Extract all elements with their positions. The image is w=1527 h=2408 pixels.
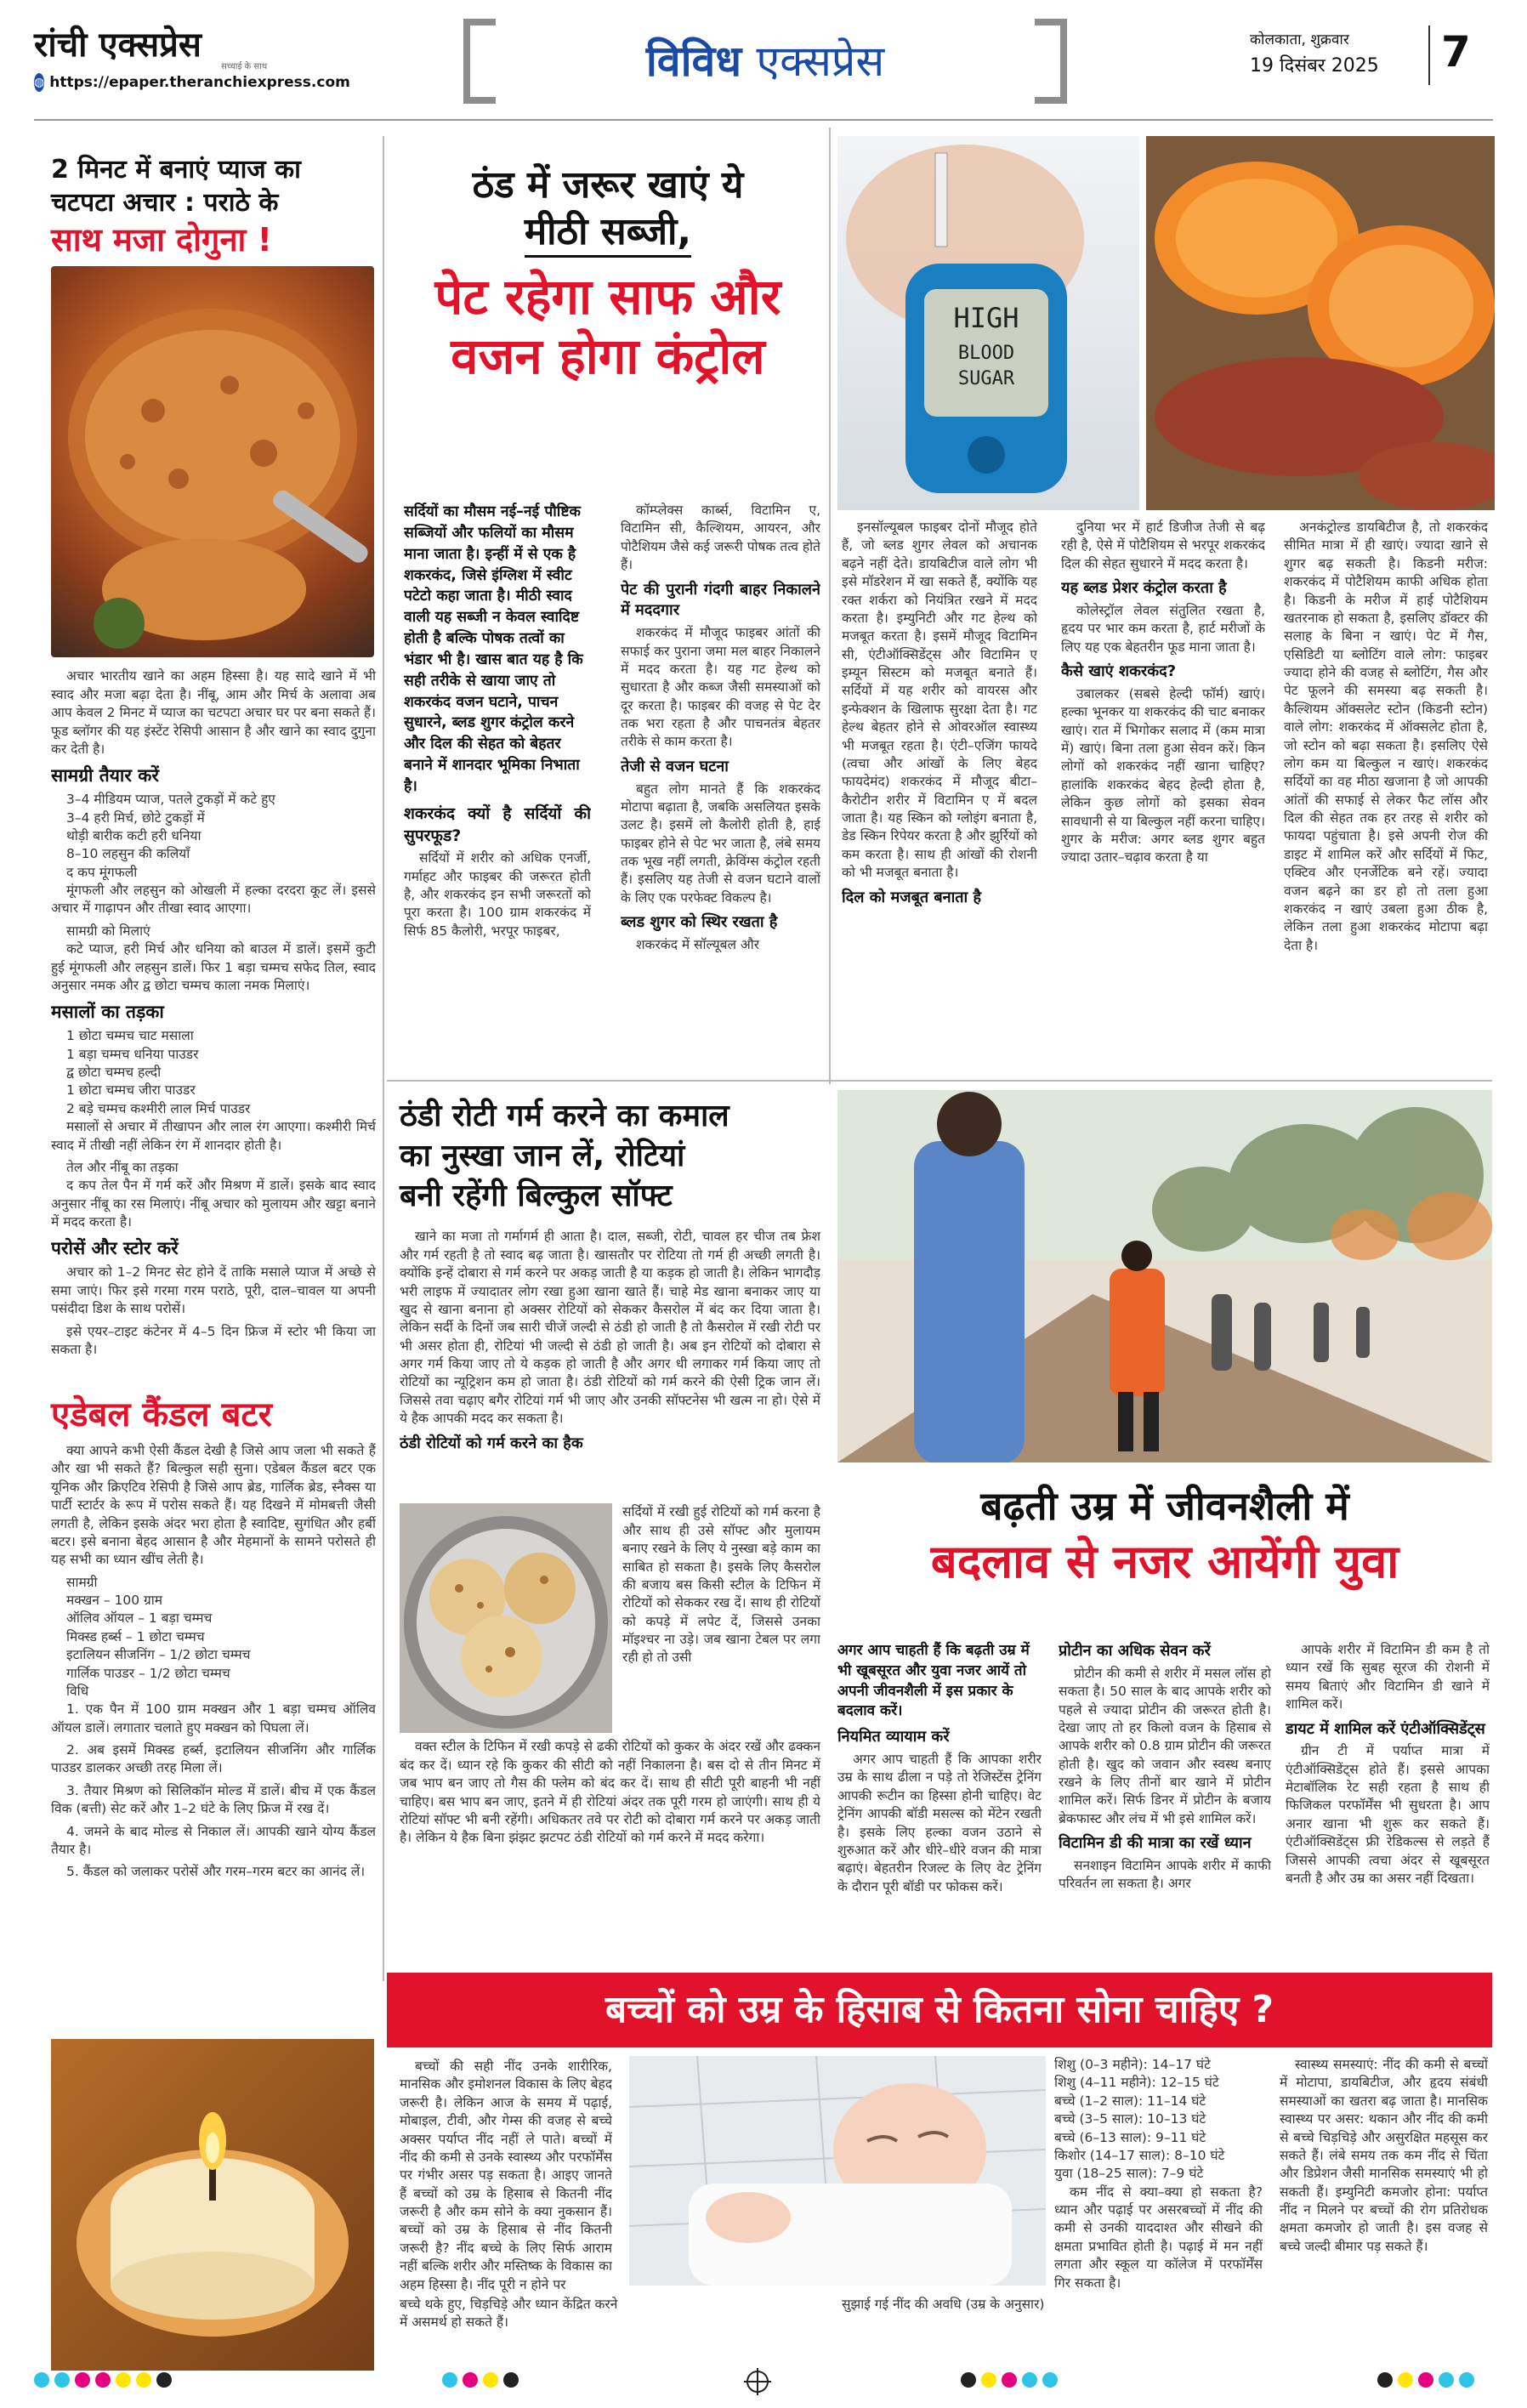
butter-ingredients-heading: सामग्री — [66, 1574, 98, 1590]
achar-tadka-6: तेल और नींबू का तड़का — [66, 1159, 179, 1175]
roti-title-3: बनी रहेंगी बिल्कुल सॉफ्ट — [400, 1178, 673, 1213]
sleep-loss: कम नींद से क्या–क्या हो सकता है? ध्यान और पढ़ाई पर असरबच्चों में नींद की कमी से उनकी याददाश्त और सीखने की क्षमता प्रभावित होती है। पढ़ाई में मन नहीं लगता और स्कूल या कॉलेज में परफॉर्मेंस गिर सकता है। — [1054, 2184, 1263, 2291]
achar-prep-0: 3–4 मीडियम प्याज, पतले टुकड़ों में कटे हुए — [66, 792, 275, 808]
sweet-col-3 — [842, 519, 1037, 1071]
achar-title-2: चटपटा अचार : पराठे के — [51, 188, 279, 218]
life-vitd: सनशाइन विटामिन आपके शरीर में काफी परिवर्तन ला सकता है। अगर — [1059, 1858, 1271, 1892]
sleep-caption-left: बच्चे थके हुए, चिड़चिड़े और ध्यान केंद्रित करने में असमर्थ हो सकते हैं। — [400, 2297, 618, 2331]
sweet-col-2 — [621, 502, 820, 1067]
roti-photo — [400, 1503, 612, 1733]
section-title-a: विविध — [645, 37, 742, 86]
sleep-age-3: बच्चे (3–5 साल): 10–13 घंटे — [1054, 2111, 1206, 2127]
sweet-col-4 — [1061, 519, 1265, 1071]
achar-tadka-5: मसालों से अचार में तीखापन और लाल रंग आएगा। कश्मीरी मिर्च स्वाद में तीखी नहीं लेकिन रंग में शानदार होती है। — [51, 1119, 376, 1153]
achar-tadka-2: द्व छोटा चम्मच हल्दी — [66, 1065, 162, 1081]
glucometer-blood: BLOOD — [957, 343, 1015, 364]
achar-tadka-0: 1 छोटा चम्मच चाट मसाला — [66, 1028, 194, 1044]
sleep-col4: स्वास्थ्य समस्याएं: नींद की कमी से बच्चों में मोटापा, डायबिटीज, और हृदय संबंधी समस्याओं का खतरा बढ़ जाता है। मानसिक स्वास्थ्य पर असर: थकान और नींद की कमी से बच्चे चिड़चिड़े और असुरक्षित महसूस कर सकते हैं। लंबे समय तक कम नींद से चिंता और डिप्रेशन जैसी मानसिक समस्याएं भी हो सकती हैं। इम्युनिटी कमजोर होना: पर्याप्त नींद न मिलने पर बच्चों की रोग प्रतिरोधक क्षमता कमजोर हो जाती है। इस वजह से बच्चे जल्दी बीमार पड़ सकते हैं। — [1280, 2057, 1488, 2254]
life-headline — [837, 1479, 1492, 1592]
butter-method-1: 2. अब इसमें मिक्स्ड हर्ब्स, इटालियन सीजनिंग और गार्लिक पाउडर डालकर अच्छी तरह मिला लें। — [51, 1742, 376, 1776]
roti-hack-heading: ठंडी रोटियों को गर्म करने का हैक — [400, 1434, 583, 1452]
color-dots-center-left — [442, 2372, 524, 2391]
sleep-col-4 — [1280, 2056, 1488, 2349]
color-dots-center-right — [961, 2372, 1063, 2391]
masthead — [34, 22, 350, 107]
roti-title-1: ठंडी रोटी गर्म करने का कमाल — [400, 1099, 729, 1133]
life-protein: प्रोटीन की कमी से शरीर में मसल लॉस हो सकता है। 50 साल के बाद आपके शरीर को पहले से ज्यादा प्रोटीन की जरूरत होती है। देखा जाए तो हर किलो वजन के हिसाब से आपके शरीर को 0.8 ग्राम प्रोटीन की जरूरत होती है। खुद को जवान और स्वस्थ बनाए रखने के लिए तीनों बार खाने में प्रोटीन शामिल करें। सिर्फ डिनर में प्रोटीन के बजाय ब्रेकफास्ट और लंच में भी इसे शामिल करें। — [1059, 1665, 1271, 1826]
life-col-3 — [1286, 1641, 1490, 1964]
sleep-title-bar — [387, 1973, 1492, 2047]
butter-ing-4: गार्लिक पाउडर – 1/2 छोटा चम्मच — [66, 1665, 230, 1681]
life-diet: ग्रीन टी में पर्याप्त मात्रा में एंटीऑक्सिडेंट्स होते हैं। इससे आपका मेटाबॉलिक रेट सही रहता है साथ ही फिजिकल परफॉर्मेंस भी सुधरता है। आप अनार खाना भी शुरू कर सकते हैं। एंटीऑक्सिडेंट्स फ्री रेडिकल्स से लड़ते हैं जिससे आपकी त्वचा अंदर से खूबसूरत बनती है और उम्र का असर नहीं दिखता। — [1286, 1743, 1490, 1886]
sweet-how: उबालकर (सबसे हेल्दी फॉर्म) खाएं। हल्का भूनकर या शकरकंद की चाट बनाकर खाएं। रात में भिगोकर सलाद में (कम मात्रा में) खाएं। बिना तला हुआ सेवन करें। किन लोगों को शकरकंद नहीं खाना चाहिए? हालांकि शकरकंद बेहद हेल्दी होता है, लेकिन कुछ लोगों को इसका सेवन सावधानी से या बिल्कुल नहीं करना चाहिए। शुगर के मरीज: अगर ब्लड शुगर बहुत ज्यादा उतार–चढ़ाव करता है या — [1061, 685, 1265, 866]
sweet-lead: सर्दियों का मौसम नई–नई पौष्टिक सब्जियों और फलियों का मौसम माना जाता है। इन्हीं में से एक है शकरकंद, जिसे इंग्लिश में स्वीट पटेटो कहा जाता है। मीठी स्वाद वाली यह सब्जी न केवल स्वादिष्ट होती है बल्कि पोषक तत्वों का भंडार भी है। खास बात यह है कि सही तरीके से खाया जाए तो शकरकंद वजन घटाने, पाचन सुधारने, ब्लड शुगर कंट्रोल करने और दिल की सेहत को बेहतर बनाने में शानदार भूमिका निभाता है। — [404, 503, 583, 795]
glucometer-photo — [837, 136, 1139, 510]
sleep-age-6: युवा (18–25 साल): 7–9 घंटे — [1054, 2166, 1204, 2182]
roti-article — [400, 1097, 820, 1968]
globe-icon: ◍ — [34, 73, 44, 92]
sweet-gut-heading: पेट की पुरानी गंदगी बाहर निकालने में मददगार — [621, 580, 820, 620]
sweet-heart-heading: दिल को मजबूत बनाता है — [842, 888, 982, 906]
achar-serve-2: इसे एयर–टाइट कंटेनर में 4–5 दिन फ्रिज में स्टोर भी किया जा सकता है। — [51, 1323, 376, 1357]
achar-prep-6: सामग्री को मिलाएं — [66, 923, 150, 939]
sweet-kicker-1: ठंड में जरूर खाएं ये — [472, 163, 744, 207]
life-title-1: बढ़ती उम्र में जीवनशैली में — [980, 1483, 1349, 1529]
butter-ing-0: मक्खन – 100 ग्राम — [66, 1593, 163, 1608]
butter-candle-photo — [51, 2039, 374, 2371]
section-title-frame — [463, 19, 1067, 104]
footer-registration-marks — [34, 2368, 1493, 2394]
butter-method-3: 4. जमने के बाद मोल्ड से निकाल लें। आपकी खाने योग्य कैंडल तैयार है। — [51, 1823, 376, 1857]
sleep-age-5: किशोर (14–17 साल): 8–10 घंटे — [1054, 2147, 1225, 2163]
butter-title: एडेबल कैंडल बटर — [51, 1395, 272, 1434]
achar-tadka-1: 1 बड़ा चम्मच धनिया पाउडर — [66, 1046, 199, 1062]
sweet-potato-photo — [1146, 136, 1495, 510]
achar-prep-7: कटे प्याज, हरी मिर्च और धनिया को बाउल में डालें। इसमें कुटी हुई मूंगफली और लहसुन डालें। फिर 1 बड़ा चम्मच सफेद तिल, स्वाद अनुसार नमक और द्व छोटा चम्मच काला नमक मिलाएं। — [51, 941, 376, 993]
sweet-title-1: पेट रहेगा साफ और — [434, 268, 781, 326]
life-title-2: बदलाव से नजर आयेंगी युवा — [930, 1535, 1399, 1589]
sweet-gut: शकरकंद में मौजूद फाइबर आंतों की सफाई कर पुराना जमा मल बाहर निकालने में मदद करता है। यह गट हेल्थ को सुधारता है और कब्ज जैसी समस्याओं को दूर करता है। फाइबर की वजह से पेट देर तक भरा रहता है और पाचनतंत्र बेहतर तरीके से काम करता है। — [621, 625, 820, 750]
life-vitd-heading: विटामिन डी की मात्रा का रखें ध्यान — [1059, 1834, 1252, 1853]
sweet-headline — [391, 162, 825, 386]
achar-tadka-heading: मसालों का तड़का — [51, 1002, 164, 1023]
baby-illustration — [629, 2056, 1046, 2286]
roti-tiffin-illustration — [400, 1503, 612, 1733]
roti-hack-b: वक्त स्टील के टिफिन में रखी कपड़े से ढकी रोटियों को कुकर के अंदर रखें और ढक्कन बंद कर दें। ध्यान रहे कि कुकर की सीटी को नहीं निकालना है। बस दो से तीन मिनट में जब भाप बन जाए तो गैस की फ्लेम को बंद कर दें। साथ ही सीटी पूरी बाहनी भी नहीं चाहिए। बस भाप बन जाए, इतने में ही रोटियां अंदर तक पूरी गरम हो जाएंगी। साथ ही ये रोटियां सॉफ्ट भी बनी रहेंगी। अधिकतर तवे पर रोटी को दोबारा गर्म करने पर अकड़ जाती है। लेकिन ये हैक बिना झंझट झटपट ठंडी रोटियों को गर्म करने में मदद करेगा। — [400, 1739, 820, 1846]
life-diet-heading: डायट में शामिल करें एंटीऑक्सिडेंट्स — [1286, 1719, 1485, 1738]
walking-illustration — [837, 1090, 1492, 1462]
butter-intro: क्या आपने कभी ऐसी कैंडल देखी है जिसे आप जला भी सकते हैं और खा भी सकते हैं? बिल्कुल सही सुना। एडेबल कैंडल बटर एक यूनिक और क्रिएटिव रेसिपी है जिसे आप ब्रेड, गार्लिक ब्रेड, स्नैक्स या पार्टी स्टार्टर के रूप में परोस सकते हैं। यह दिखने में मोमबत्ती जैसी लगती है, लेकिन इसके अंदर भरा होता है स्वादिष्ट, सुगंधित और हर्बी बटर। इसे बनाना बेहद आसान है और मेहमानों के सामने परोसते ही यह सभी का ध्यान खींच लेती है। — [51, 1443, 376, 1568]
sweet-how-heading: कैसे खाएं शकरकंद? — [1061, 662, 1177, 681]
sleep-col1: बच्चों की सही नींद उनके शारीरिक, मानसिक और इमोशनल विकास के लिए बेहद जरूरी है। लेकिन आज के समय में पढ़ाई, मोबाइल, टीवी, और गेम्स की वजह से बच्चे अक्सर पर्याप्त नींद नहीं ले पाते। बच्चों में नींद की कमी से उनके स्वास्थ्य और परफॉर्मेंस पर गंभीर असर पड़ सकता है। आइए जानते हैं बच्चों को उम्र के हिसाब से कितनी नींद जरूरी है और कम सोने के क्या नुकसान हैं। बच्चों को उम्र के हिसाब से नींद कितनी जरूरी है? नींद बच्चे के लिए सिर्फ आराम नहीं बल्कि शरीर और मस्तिष्क के विकास का अहम हिस्सा है। नींद पूरी न होने पर — [400, 2059, 612, 2292]
achar-title-3: साथ मजा दोगुना ! — [51, 221, 272, 258]
life-protein-heading: प्रोटीन का अधिक सेवन करें — [1059, 1642, 1211, 1660]
achar-serve: अचार को 1–2 मिनट सेट होने दें ताकि मसाले प्याज में अच्छे से समा जाएं। फिर इसे गरमा गरम पराठे, पूरी, दाल–चावल या अपनी पसंदीदा डिश के साथ परोसें। — [51, 1264, 376, 1317]
sweet-col3: इनसॉल्यूबल फाइबर दोनों मौजूद होते हैं, जो ब्लड शुगर लेवल को अचानक बढ़ने नहीं देते। डायबिटीज वाले लोग भी इसे मॉडरेशन में खा सकते हैं, क्योंकि यह रक्त शर्करा को नियंत्रित रखने में मदद करता है। इम्युनिटी और गट हेल्थ को मजबूत करता है। इसमें मौजूद विटामिन सी, एंटीऑक्सिडेंट्स और विटामिन ए इम्यून सिस्टम को मजबूत बनाते हैं। सर्दियों में यह शरीर को वायरस और इन्फेक्शन के खिलाफ सुरक्षा देता है। गट हेल्थ बेहतर होने से ओवरऑल स्वास्थ्य भी मजबूत रहता है। एंटी–एजिंग फायदे (त्वचा और आंखों के लिए बेहद फायदेमंद) शकरकंद में मौजूद बीटा–कैरोटीन शरीर में विटामिन ए में बदल जाता है। यह स्किन को ग्लोइंग बनाता है, डेड स्किन रिपेयर करता है और झुर्रियों को कम करता है। साथ ही आंखों की रोशनी को भी मजबूत बनाता है। — [842, 520, 1037, 881]
sweet-weight: बहुत लोग मानते हैं कि शकरकंद मोटापा बढ़ाता है, जबकि असलियत इसके उलट है। इसमें लो कैलोरी होती है, हाई फाइबर होने से पेट भर जाता है, लंबे समय तक भूख नहीं लगती, क्रेविंग्स कंट्रोल रहती हैं। इसलिए यह तेजी से वजन घटाने वालों के लिए एक परफेक्ट विकल्प है। — [621, 781, 820, 906]
butter-method-4: 5. कैंडल को जलाकर परोसें और गरम–गरम बटर का आनंद लें। — [66, 1864, 366, 1880]
butter-ing-3: इटालियन सीजनिंग – 1/2 छोटा चम्मच — [66, 1647, 251, 1663]
achar-tadka-7: द कप तेल पैन में गर्म करें और मिश्रण में डालें। इसके बाद स्वाद अनुसार नींबू का रस मिलाएं। नींबू अचार को मुलायम और खट्टा बनाने में मदद करता है। — [51, 1178, 376, 1230]
achar-tadka-4: 2 बड़े चम्मच कश्मीरी लाल मिर्च पाउडर — [66, 1100, 251, 1116]
achar-intro: अचार भारतीय खाने का अहम हिस्सा है। यह सादे खाने में भी स्वाद और मजा बढ़ा देता है। नींबू, आम और मिर्च के अलावा अब आप केवल 2 मिनट में प्याज का चटपटा अचार घर पर बना सकते हैं। फूड ब्लॉगर की यह इंस्टेंट रेसिपी आसान है और खाने का स्वाद दुगुना कर देती है। — [51, 668, 376, 757]
life-exercise-heading: नियमित व्यायाम करें — [837, 1728, 950, 1746]
glucometer-illustration — [837, 136, 1139, 510]
dateline — [1250, 29, 1420, 77]
sweet-title-2: वजन होगा कंट्रोल — [451, 327, 765, 385]
butter-ing-1: ऑलिव ऑयल – 1 बड़ा चम्मच — [66, 1610, 213, 1627]
sweet-col2-a: कॉम्प्लेक्स कार्ब्स, विटामिन ए, विटामिन सी, कैल्शियम, आयरन, और पोटैशियम जैसे कई जरूरी पोषक तत्व होते हैं। — [621, 503, 820, 573]
achar-prep-heading: सामग्री तैयार करें — [51, 765, 159, 787]
city-day: कोलकाता, शुक्रवार — [1250, 31, 1349, 48]
sleep-age-2: बच्चे (1–2 साल): 11–14 घंटे — [1054, 2093, 1206, 2109]
life-lead: अगर आप चाहती हैं कि बढ़ती उम्र में भी खूबसूरत और युवा नजर आयें तो अपनी जीवनशैली में इस प्रकार के बदलाव करें। — [837, 1642, 1030, 1720]
achar-prep-1: 3–4 हरी मिर्च, छोटे टुकड़ों में — [66, 809, 205, 826]
sweet-weight-heading: तेजी से वजन घटना — [621, 757, 729, 775]
achar-prep-4: द कप मूंगफली — [66, 864, 138, 880]
achar-prep-3: 8–10 लहसुन की कलियाँ — [66, 846, 190, 862]
sweet-why: सर्दियों में शरीर को अधिक एनर्जी, गर्माहट और फाइबर की जरूरत होती है, और शकरकंद इन सभी जरूरतों को पूरा करता है। 100 ग्राम शकरकंद में सिर्फ 85 कैलोरी, भरपूर फाइबर, — [404, 850, 591, 939]
achar-tadka-3: 1 छोटा चम्मच जीरा पाउडर — [66, 1082, 196, 1099]
section-title-b: एक्सप्रेस — [756, 37, 885, 86]
candle-illustration — [51, 2039, 374, 2371]
achar-bowl-illustration — [51, 266, 374, 657]
color-dots-left — [34, 2372, 177, 2391]
butter-method-heading: विधि — [66, 1683, 89, 1699]
tagline: सच्चाई के साथ — [221, 62, 268, 71]
sleep-age-0: शिशु (0–3 महीने): 14–17 घंटे — [1054, 2057, 1211, 2072]
sleep-title: बच्चों को उम्र के हिसाब से कितना सोना चाहिए ? — [605, 1988, 1274, 2031]
color-dots-right — [1377, 2372, 1479, 2391]
registration-crosshair-icon — [744, 2368, 771, 2399]
glucometer-high: HIGH — [953, 302, 1019, 334]
sleep-age-1: शिशु (4–11 महीने): 12–15 घंटे — [1054, 2075, 1219, 2091]
roti-title-2: का नुस्खा जान लें, रोटियां — [400, 1138, 685, 1173]
sweet-col-5 — [1284, 519, 1488, 1071]
sweet-kicker-2: मीठी सब्जी, — [525, 208, 691, 258]
baby-photo — [629, 2056, 1046, 2286]
achar-article — [51, 153, 376, 1386]
life-col-2 — [1059, 1641, 1271, 1964]
sweet-why-heading: शकरकंद क्यों है सर्दियों की सुपरफूड? — [404, 804, 591, 846]
glucometer-sugar: SUGAR — [957, 368, 1015, 389]
sleep-age-4: बच्चे (6–13 साल): 9–11 घंटे — [1054, 2129, 1206, 2145]
achar-title-1: 2 मिनट में बनाएं प्याज का — [51, 155, 301, 185]
roti-body: खाने का मजा तो गर्मागर्म ही आता है। दाल, सब्जी, रोटी, चावल हर चीज तब फ्रेश और गर्म रहती है तो स्वाद बढ़ जाता है। खासतौर पर रोटिया तो गर्म ही अच्छी लगती है। क्योंकि इन्हें दोबारा से गर्म करने पर अकड़ जाती है या कड़क हो जाती है। लेकिन भागदौड़ भरी लाइफ में ज्यादातर लोग रखा हुआ खाना खाते हैं। चाहे मेड खाना बनाकर जाए या खुद से खाना बनाना हो अक्सर रोटियों को सेककर कैसरोल में बंद कर दिया जाता है। लेकिन सर्दी के दिनों जब सारी चीजें जल्दी से ठंडी हो जाती है तो कैसरोल में रखी रोटी पर भी असर होता ही, रोटियां भी जल्दी से ठंडी हो जाती है। अब इन रोटियों को दोबारा से अगर गर्म किया जाए तो ये कड़क हो जाती है और अगर धी लगाकर गर्म किया जाए तो रोटियों का न्यूट्रिशन कम हो जाता है। ठंडी रोटियों को गर्म करने की ऐसी ट्रिक जान लें। जिससे तवा चढ़ाए बगैर रोटियां गर्म भी जाए और उनकी सॉफ्टनेस भी खत्म ना हो। ऐसे में ये हैक आपकी मदद कर सकता है। — [400, 1229, 820, 1427]
sweet-sugar-start: शकरकंद में सॉल्यूबल और — [636, 937, 760, 953]
butter-method-0: 1. एक पैन में 100 ग्राम मक्खन और 1 बड़ा चम्मच ऑलिव ऑयल डालें। लगातार चलाते हुए मक्खन को पिघला लें। — [51, 1701, 376, 1735]
life-col-1 — [837, 1641, 1042, 1964]
sweet-col-1 — [404, 502, 591, 1067]
sleep-ages — [1054, 2056, 1263, 2349]
sweet-col5: अनकंट्रोल्ड डायबिटीज है, तो शकरकंद सीमित मात्रा में ही खाएं। ज्यादा खाने से शुगर बढ़ सकती है। किडनी मरीज: शकरकंद में पोटैशियम काफी अधिक होता है। किडनी के मरीज में हाई पोटैशियम खतरनाक हो सकता है, इसलिए डॉक्टर की सलाह के बिना न खाएं। पेट में गैस, एसिडिटी या ब्लोटिंग वाले लोग: फाइबर ज्यादा होने की वजह से ब्लोटिंग, गैस और पेट फूलने की समस्या बढ़ सकती है। कैल्शियम ऑक्सलेट स्टोन (किडनी स्टोन) वाले लोग: शकरकंद में ऑक्सलेट होता है, जो स्टोन को बढ़ा सकता है। इसलिए ऐसे लोग कम या बिल्कुल न खाएं। शकरकंद सर्दियों का वह मीठा खजाना है जो आपकी आंतों की सफाई से लेकर फैट लॉस और दिल की सेहत तक हर तरह से शरीर को फायदा पहुंचाता है। इसे अपनी रोज की डाइट में शामिल करें और सर्दियों में फिट, एक्टिव और एनर्जेटिक बने रहें। ज्यादा वजन बढ़ने का डर हो तो तला हुआ शकरकंद न खाएं उबला हुआ ठीक है, लेकिन तला हुआ शकरकंद मोटापा बढ़ा देता है। — [1284, 520, 1488, 953]
roti-hack-a: सर्दियों में रखी हुई रोटियों को गर्म करना है और साथ ही उसे सॉफ्ट और मुलायम बनाए रखने के लिए ये नुस्खा बड़े काम का साबित हो सकता है। इसके लिए कैसरोल की बजाय बस किसी स्टील के टिफिन में रोटियों को सेककर रख दें। साथ ही रोटियों को कपड़े में लपेट दें, जिससे उनका मॉइश्चर ना उड़े। जब खाना टेबल पर लगा रही हो तो उसी — [622, 1504, 820, 1666]
achar-serve-heading: परोसें और स्टोर करें — [51, 1238, 179, 1259]
life-exercise: अगर आप चाहती हैं कि आपका शरीर उम्र के साथ ढीला न पड़े तो रेजिस्टेंस ट्रेनिंग आपकी रूटीन का हिस्सा होनी चाहिए। वेट ट्रेनिंग आपकी बॉडी मसल्स को मेंटेन रखती है। इसके लिए हल्का वजन उठाने से शुरुआत करें और धीरे–धीरे वजन की मात्रा बढ़ाएं। बेहतरीन रिजल्ट के लिए वेट ट्रेनिंग के दौरान पूरी बॉडी पर फोकस करें। — [837, 1752, 1042, 1894]
achar-prep-5: मूंगफली और लहसुन को ओखली में हल्का दरदरा कूट लें। इससे अचार में गाढ़ापन और तीखा स्वाद आएगा। — [51, 883, 376, 917]
sweet-potato-illustration — [1146, 136, 1495, 510]
life-col3: आपके शरीर में विटामिन डी कम है तो ध्यान रखें कि सुबह सूरज की रोशनी में समय बिताएं और विटामिन डी खाने में शामिल करें। — [1286, 1642, 1490, 1712]
paper-name: रांची एक्सप्रेस — [34, 26, 202, 65]
page-number: 7 — [1441, 27, 1471, 77]
sweet-bp: कोलेस्ट्रॉल लेवल संतुलित रखता है, हृदय पर भार कम करता है, हार्ट मरीजों के लिए यह एक बेहतरीन फूड माना जाता है। — [1061, 602, 1265, 655]
butter-ing-2: मिक्स्ड हर्ब्स – 1 छोटा चम्मच — [66, 1628, 205, 1644]
butter-method-2: 3. तैयार मिश्रण को सिलिकॉन मोल्ड में डालें। बीच में एक कैंडल विक (बत्ती) सेट करें और 1–2 घंटे के लिए फ्रिज में रख दें। — [51, 1782, 376, 1817]
sweet-sugar-heading: ब्लड शुगर को स्थिर रखता है — [621, 913, 778, 932]
sweet-col4-a: दुनिया भर में हार्ट डिजीज तेजी से बढ़ रही है, ऐसे में पोटैशियम से भरपूर शकरकंद दिल की सेहत सुधारने में मदद करता है। — [1061, 520, 1265, 571]
sleep-caption-img: सुझाई गई नींद की अवधि (उम्र के अनुसार) — [842, 2297, 1045, 2312]
achar-prep-2: थोड़ी बारीक कटी हरी धनिया — [66, 827, 202, 843]
sweet-bp-heading: यह ब्लड प्रेशर कंट्रोल करता है — [1061, 579, 1227, 598]
walking-photo — [837, 1090, 1492, 1462]
butter-article — [51, 1394, 376, 2355]
epaper-url[interactable]: https://epaper.theranchiexpress.com — [49, 74, 350, 91]
issue-date: 19 दिसंबर 2025 — [1250, 55, 1379, 77]
achar-photo — [51, 266, 374, 657]
